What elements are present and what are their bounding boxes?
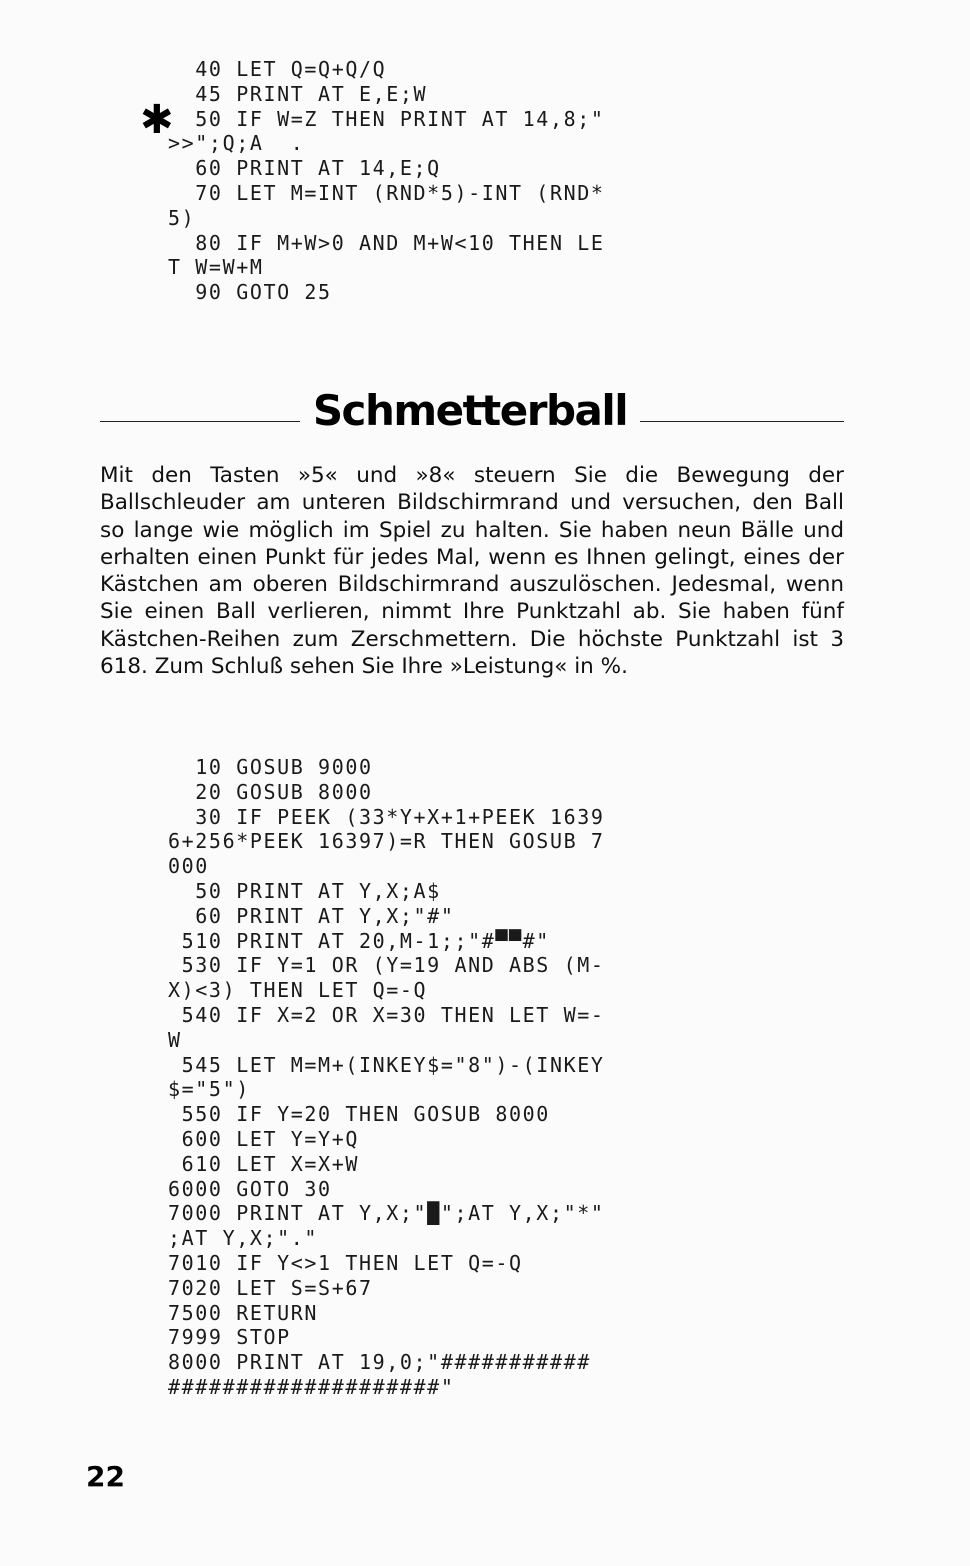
code-line: 8000 PRINT AT 19,0;"########### [168,1350,591,1375]
section-title: Schmetterball [312,386,628,435]
code-line: 45 PRINT AT E,E;W [168,81,428,106]
code-line: 545 LET M=M+(INKEY$="8")-(INKEY [168,1052,605,1077]
code-line: 600 LET Y=Y+Q [168,1126,359,1151]
heading-rule-left [100,421,300,422]
code-line: 540 IF X=2 OR X=30 THEN LET W=- [168,1002,605,1027]
code-line: 30 IF PEEK (33*Y+X+1+PEEK 1639 [168,804,605,829]
code-line: 510 PRINT AT 20,M-1;;"#▀▀#" [168,928,550,953]
code-line: 10 GOSUB 9000 [168,755,373,779]
code-line: 7999 STOP [168,1325,291,1350]
code-line: 530 IF Y=1 OR (Y=19 AND ABS (M- [168,953,605,978]
code-line: T W=W+M [168,255,264,280]
code-line: 70 LET M=INT (RND*5)-INT (RND* [168,180,605,205]
code-line: X)<3) THEN LET Q=-Q [168,978,428,1003]
code-line: 40 LET Q=Q+Q/Q [168,57,387,81]
code-line: 80 IF M+W>0 AND M+W<10 THEN LE [168,230,605,255]
code-line: >>";Q;A . [168,131,305,156]
code-line: 60 PRINT AT 14,E;Q [168,156,441,181]
code-line: 6000 GOTO 30 [168,1176,332,1201]
code-line: ;AT Y,X;"." [168,1226,319,1251]
code-line: $="5") [168,1077,250,1102]
code-line: 50 PRINT AT Y,X;A$ [168,878,441,903]
code-line: 7500 RETURN [168,1300,319,1325]
code-line: 000 [168,854,209,879]
code-line: W [168,1027,182,1052]
code-line: 90 GOTO 25 [168,280,332,305]
code-line: 7010 IF Y<>1 THEN LET Q=-Q [168,1250,523,1275]
code-line: 20 GOSUB 8000 [168,779,373,804]
description-paragraph: Mit den Tasten »5« und »8« steuern Sie die Bewegung der Ballschleuder am unteren Bildschirmrand und versuchen, den Ball so lange wie möglich im Spiel zu halten. Sie haben neun Bälle und erhalten einen Punkt für jedes Mal, wenn es Ihnen gelingt, eines der Kästchen am oberen Bildschirmrand auszulöschen. Jedesmal, wenn Sie einen Ball verlieren, nimmt Ihre Punktzahl ab. Sie haben fünf Kästchen-Reihen zum Zerschmettern. Die höchste Punktzahl ist 3 618. Zum Schluß sehen Sie Ihre »Leistung« in %. [100,463,844,680]
code-line: 6+256*PEEK 16397)=R THEN GOSUB 7 [168,829,605,854]
code-listing-bottom [168,755,605,1400]
code-line: 550 IF Y=20 THEN GOSUB 8000 [168,1102,550,1127]
code-line: 7000 PRINT AT Y,X;"█";AT Y,X;"*" [168,1201,605,1226]
star-annotation-icon: ✱ [140,97,174,143]
code-line: 60 PRINT AT Y,X;"#" [168,903,455,928]
heading-rule-right [640,421,844,422]
page-number: 22 [86,1460,125,1493]
code-listing-top [168,57,605,305]
code-line: 5) [168,205,196,230]
code-line: 50 IF W=Z THEN PRINT AT 14,8;" [168,106,605,131]
section-heading-block [100,385,844,445]
code-line: 610 LET X=X+W [168,1151,359,1176]
code-line: ####################" [168,1374,455,1399]
code-line: 7020 LET S=S+67 [168,1275,373,1300]
